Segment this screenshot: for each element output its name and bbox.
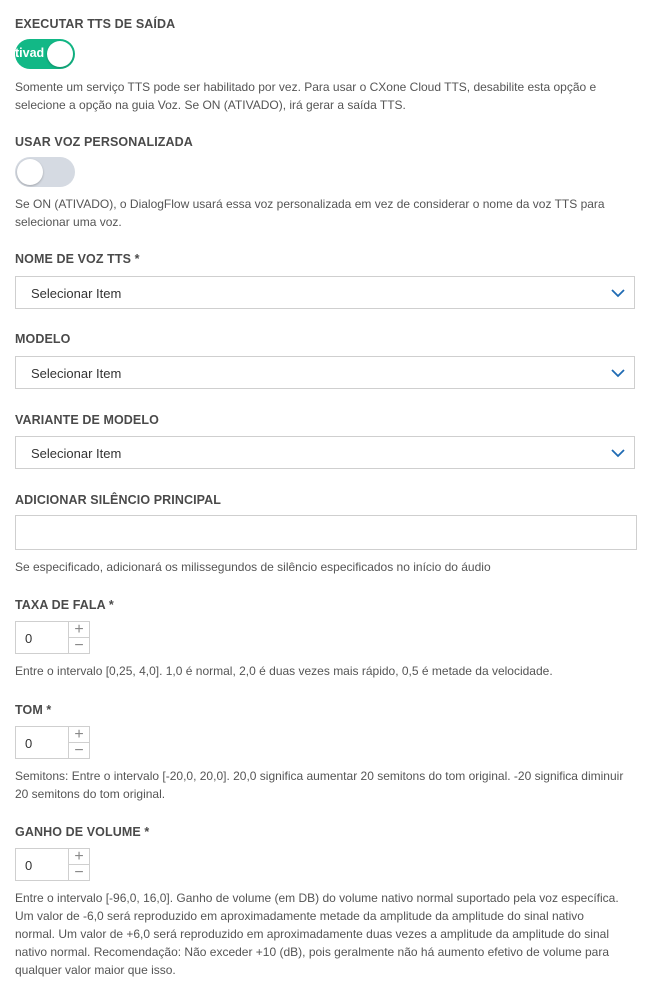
- stepper-value: 0: [25, 858, 33, 873]
- speaking-rate-label: TAXA DE FALA *: [15, 598, 114, 612]
- decrement-button[interactable]: −: [74, 637, 84, 654]
- run-tts-output-help: Somente um serviço TTS pode ser habilitado por vez. Para usar o CXone Cloud TTS, desabilite esta opção e selecione a opção na guia Voz. Se ON (ATIVADO), irá gerar a saída TTS.: [15, 80, 597, 112]
- stepper-value: 0: [25, 736, 33, 751]
- stepper-value: 0: [25, 631, 33, 646]
- model-select[interactable]: [15, 356, 635, 389]
- increment-button[interactable]: +: [69, 849, 89, 865]
- increment-button[interactable]: +: [69, 622, 89, 638]
- chevron-down-icon: [611, 286, 625, 300]
- decrement-button[interactable]: −: [74, 864, 84, 881]
- pitch-stepper[interactable]: [15, 726, 90, 759]
- speaking-rate-help: Entre o intervalo [0,25, 4,0]. 1,0 é normal, 2,0 é duas vezes mais rápido, 0,5 é metade da velocidade.: [15, 664, 553, 678]
- tts-voice-name-label: NOME DE VOZ TTS *: [15, 252, 140, 266]
- volume-gain-help: Entre o intervalo [-96,0, 16,0]. Ganho de volume (em DB) do volume nativo normal suportado pela voz específica. Um valor de -6,0 será reproduzido em aproximadamente metade da amplitude da amplitude do sinal nativo normal. Um valor de +6,0 será reproduzido em aproximadamente duas vezes a amplitude da amplitude do sinal nativo normal. Recomendação: Não exceder +10 (dB), pois geralmente não há aumento efetivo de volume para qualquer valor maior que isso.: [15, 891, 619, 977]
- custom-voice-label: USAR VOZ PERSONALIZADA: [15, 135, 193, 149]
- leading-silence-input[interactable]: [15, 515, 637, 550]
- model-variant-select[interactable]: [15, 436, 635, 469]
- pitch-help: Semitons: Entre o intervalo [-20,0, 20,0]. 20,0 significa aumentar 20 semitons do tom original. -20 significa diminuir 20 semitons do tom original.: [15, 769, 624, 801]
- decrement-button[interactable]: −: [74, 742, 84, 759]
- volume-gain-label: GANHO DE VOLUME *: [15, 825, 150, 839]
- chevron-down-icon: [611, 366, 625, 380]
- run-tts-output-toggle[interactable]: [15, 39, 75, 69]
- leading-silence-label: ADICIONAR SILÊNCIO PRINCIPAL: [15, 493, 222, 507]
- increment-button[interactable]: +: [69, 727, 89, 743]
- speaking-rate-stepper[interactable]: [15, 621, 90, 654]
- select-value: Selecionar Item: [31, 286, 122, 301]
- pitch-label: TOM *: [15, 703, 52, 717]
- custom-voice-help: Se ON (ATIVADO), o DialogFlow usará essa voz personalizada em vez de considerar o nome da voz TTS para selecionar uma voz.: [15, 197, 605, 229]
- run-tts-output-label: EXECUTAR TTS DE SAÍDA: [15, 17, 176, 31]
- model-label: MODELO: [15, 332, 71, 346]
- select-value: Selecionar Item: [31, 366, 122, 381]
- stepper-buttons: [68, 849, 89, 880]
- custom-voice-toggle[interactable]: [15, 157, 75, 187]
- stepper-buttons: [68, 727, 89, 758]
- tts-voice-name-select[interactable]: [15, 276, 635, 309]
- stepper-buttons: [68, 622, 89, 653]
- volume-gain-stepper[interactable]: [15, 848, 90, 881]
- model-variant-label: VARIANTE DE MODELO: [15, 413, 159, 427]
- chevron-down-icon: [611, 446, 625, 460]
- toggle-knob: [47, 41, 73, 67]
- toggle-knob: [17, 159, 43, 185]
- select-value: Selecionar Item: [31, 446, 122, 461]
- leading-silence-help: Se especificado, adicionará os milissegundos de silêncio especificados no início do áudio: [15, 560, 491, 574]
- toggle-state-text: tivad: [15, 46, 45, 60]
